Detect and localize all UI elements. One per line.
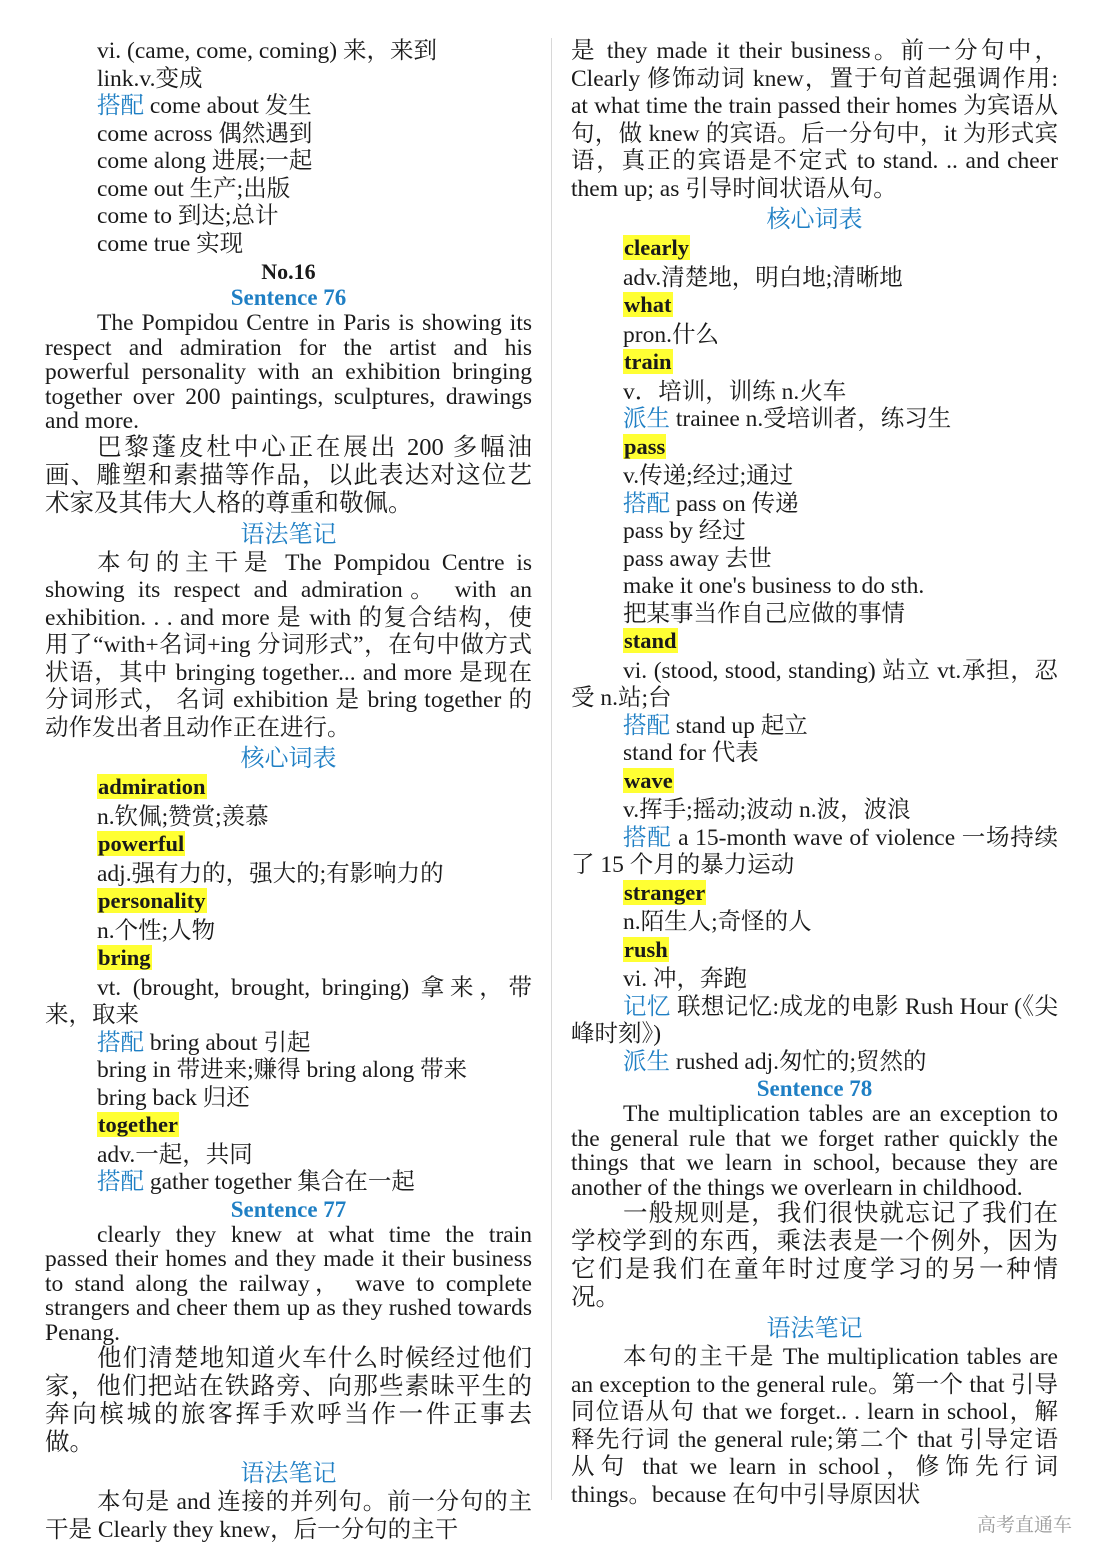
collocation-line	[571, 825, 1058, 880]
collocation-line: bring back 归还	[97, 1084, 250, 1111]
collocation-line: pass away 去世	[623, 545, 772, 572]
collocation-tag: 搭配	[623, 490, 670, 517]
grammar-notes-title: 语法笔记	[240, 1461, 337, 1487]
collocation-text: a 15-month wave of violence 一场持续了 15 个月的暴力运动	[571, 824, 1059, 878]
derivation-tag: 派生	[623, 1048, 670, 1075]
collocation-tag: 搭配	[97, 93, 144, 119]
sentence-77-grammar-continued: 是 they made it their business。前一分句中，Clearly 修饰动词 knew，置于句首起强调作用: at what time the train passed their homes 为宾语从句，做 knew 的宾语。后一分句中，it 为形式宾语，真正的宾语是不定式 to stand. .. and cheer them up; as 引导时间状语从句。	[571, 38, 1058, 202]
vocab-word: stand	[624, 628, 677, 653]
right-column	[571, 38, 1058, 1509]
collocation-line: make it one's business to do sth.	[623, 573, 925, 599]
vocab-definition: n.个性;人物	[97, 917, 216, 944]
sentence-76-title: Sentence 76	[230, 285, 347, 310]
vocab-definition: pron.什么	[623, 321, 719, 348]
collocation-line	[45, 1169, 532, 1197]
derivation-text: rushed adj.匆忙的;贸然的	[670, 1048, 927, 1075]
vocab-definition: v.挥手;摇动;波动 n.波，波浪	[623, 797, 911, 823]
def-line: link.v.变成	[97, 65, 203, 92]
vocab-word: stranger	[624, 879, 706, 905]
vocab-word: together	[98, 1112, 178, 1137]
collocation-line: come true 实现	[97, 230, 244, 257]
collocation-line: come out 生产;出版	[97, 175, 291, 202]
vocab-word: what	[624, 292, 672, 317]
collocation-line	[45, 93, 532, 121]
vocab-word: bring	[98, 945, 151, 970]
sentence-78-title: Sentence 78	[756, 1076, 873, 1101]
collocation-text: bring about 引起	[144, 1029, 311, 1056]
sentence-76-english: The Pompidou Centre in Paris is showing its respect and admiration for the artist and his powerful personality with an exhibition bringing together over 200 paintings, sculptures, drawings and more.	[45, 310, 532, 434]
collocation-line: come along 进展;一起	[97, 148, 313, 174]
derivation-line	[571, 406, 1058, 434]
column-divider	[551, 38, 552, 1500]
collocation-text: come about 发生	[144, 93, 312, 119]
vocab-definition: v.传递;经过;通过	[623, 463, 794, 489]
collocation-line: come to 到达;总计	[97, 203, 279, 229]
collocation-line	[45, 1030, 532, 1058]
vocab-definition: adj.强有力的，强大的;有影响力的	[97, 860, 444, 887]
core-vocab-title: 核心词表	[766, 207, 863, 233]
vocab-definition: adv.清楚地，明白地;清晰地	[623, 264, 903, 291]
grammar-notes-title: 语法笔记	[766, 1316, 863, 1342]
vocab-word: admiration	[98, 774, 206, 799]
vocab-definition: vi. 冲，奔跑	[623, 966, 748, 992]
vocab-word: personality	[98, 888, 206, 913]
vocab-word: wave	[624, 767, 673, 793]
sentence-76-chinese: 巴黎蓬皮杜中心正在展出 200 多幅油画、雕塑和素描等作品，以此表达对这位艺术家及其伟大人格的尊重和敬佩。	[45, 433, 532, 517]
grammar-notes-title: 语法笔记	[240, 521, 337, 548]
collocation-line: pass by 经过	[623, 518, 746, 544]
sentence-77-english: clearly they knew at what time the train passed their homes and they made it their business to stand along the railway， wave to complete strangers and cheer them up as they rushed towards Penang.	[45, 1221, 532, 1346]
def-line: vi. (came, come, coming) 来，来到	[97, 38, 438, 64]
vocab-word: pass	[624, 433, 666, 459]
sentence-76-grammar: 本句的主干是 The Pompidou Centre is showing its respect and admiration。 with an exhibition. . . and more 是 with 的复合结构，使用了“with+名词+ing 分词形式”，在句中做方式状语，其中 bringing together... and more 是现在分词形式， 名词 exhibition 是 bring together 的动作发出者且动作正在进行。	[45, 549, 532, 741]
memory-line	[571, 994, 1058, 1049]
collocation-tag: 搭配	[97, 1169, 144, 1195]
collocation-line: bring in 带进来;赚得 bring along 带来	[97, 1057, 468, 1083]
collocation-line: come across 偶然遇到	[97, 120, 313, 147]
derivation-line	[571, 1049, 1058, 1077]
derivation-text: trainee n.受培训者，练习生	[670, 406, 952, 432]
vocab-definition: vi. (stood, stood, standing) 站立 vt.承担，忍受 n.站;台	[571, 657, 1058, 711]
collocation-line: 把某事当作自己应做的事情	[623, 600, 905, 627]
memory-tag: 记忆	[623, 993, 671, 1020]
vocab-definition: vt. (brought, brought, bringing) 拿来，带来，取来	[45, 974, 532, 1028]
vocab-word: powerful	[98, 831, 185, 856]
sentence-78-english: The multiplication tables are an exception to the general rule that we forget rather quickly the things that we learn in school, because they are another of the things we overlearn in childhood.	[571, 1101, 1058, 1201]
collocation-tag: 搭配	[97, 1029, 144, 1056]
vocab-word: rush	[624, 936, 668, 962]
collocation-tag: 搭配	[623, 712, 670, 739]
core-vocab-title: 核心词表	[240, 746, 337, 772]
unit-number: No.16	[261, 259, 316, 284]
collocation-tag: 搭配	[623, 824, 672, 851]
vocab-definition: v．培训，训练 n.火车	[623, 378, 847, 405]
memory-text: 联想记忆:成龙的电影 Rush Hour (《尖峰时刻》)	[571, 993, 1059, 1047]
left-column	[45, 38, 532, 1544]
collocation-text: gather together 集合在一起	[144, 1169, 415, 1195]
collocation-text: stand up 起立	[670, 712, 808, 739]
sentence-77-chinese: 他们清楚地知道火车什么时候经过他们家，他们把站在铁路旁、向那些素昧平生的奔向槟城的旅客挥手欢呼当作一件正事去做。	[45, 1345, 532, 1456]
collocation-line: stand for 代表	[623, 740, 759, 766]
vocab-definition: n.陌生人;奇怪的人	[623, 909, 812, 935]
vocab-definition: n.钦佩;赞赏;羡慕	[97, 803, 269, 830]
collocation-line	[571, 491, 1058, 519]
collocation-text: pass on 传递	[670, 490, 799, 517]
sentence-77-title: Sentence 77	[230, 1196, 347, 1222]
sentence-78-grammar: 本句的主干是 The multiplication tables are an exception to the general rule。第一个 that 引导同位语从句 that we forget.. . learn in school，解释先行词 the general rule;第二个 that 引导定语从句 that we learn in school，修饰先行词 things。because 在句中引导原因状	[571, 1344, 1058, 1508]
sentence-78-chinese: 一般规则是，我们很快就忘记了我们在学校学到的东西，乘法表是一个例外，因为它们是我们在童年时过度学习的另一种情况。	[571, 1200, 1058, 1311]
derivation-tag: 派生	[623, 406, 670, 432]
vocab-definition: adv.一起，共同	[97, 1141, 253, 1168]
vocab-word: train	[624, 349, 672, 374]
sentence-77-grammar: 本句是 and 连接的并列句。前一分句的主干是 Clearly they knew，后一分句的主干	[45, 1489, 532, 1543]
vocab-word: clearly	[624, 235, 689, 260]
watermark: 高考直通车	[976, 1514, 1072, 1536]
collocation-line	[571, 713, 1058, 741]
